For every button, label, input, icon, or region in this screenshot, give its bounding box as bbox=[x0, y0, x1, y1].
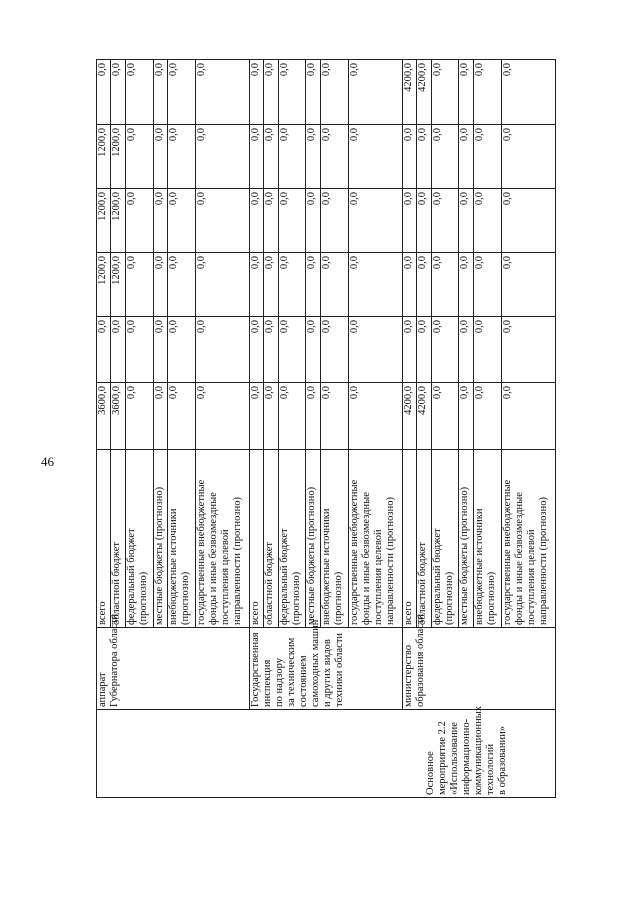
funding-value: 0,0 bbox=[459, 383, 473, 450]
funding-source bbox=[417, 450, 431, 628]
funding-value: 0,0 bbox=[320, 317, 348, 383]
cell-line: областной бюджет bbox=[111, 542, 123, 625]
rotated-page bbox=[96, 60, 556, 798]
funding-value: 0,0 bbox=[306, 189, 320, 253]
funding-value: 0,0 bbox=[320, 189, 348, 253]
funding-value: 0,0 bbox=[195, 383, 249, 450]
cell-line: направленности (прогнозно) bbox=[231, 497, 243, 625]
table-row bbox=[249, 60, 263, 798]
funding-value: 0,0 bbox=[459, 125, 473, 189]
funding-source bbox=[167, 450, 195, 628]
cell-line: областной бюджет bbox=[417, 542, 429, 625]
funding-value: 0,0 bbox=[473, 253, 501, 317]
funding-value: 1200,0 bbox=[97, 253, 111, 317]
cell-line: местные бюджеты (прогнозно) bbox=[153, 486, 165, 625]
cell-line: фонды и иные безвозмездные bbox=[207, 492, 219, 625]
cell-line: местные бюджеты (прогнозно) bbox=[306, 486, 318, 625]
funding-value: 3600,0 bbox=[111, 383, 125, 450]
funding-value: 1200,0 bbox=[111, 125, 125, 189]
funding-value: 0,0 bbox=[264, 125, 278, 189]
cell-line: всего bbox=[249, 601, 261, 625]
table-row bbox=[97, 60, 111, 798]
funding-source bbox=[111, 450, 125, 628]
funding-value: 0,0 bbox=[459, 60, 473, 125]
cell-line: состоянием bbox=[297, 655, 309, 707]
funding-value: 0,0 bbox=[167, 383, 195, 450]
funding-value: 0,0 bbox=[264, 253, 278, 317]
funding-value: 0,0 bbox=[167, 253, 195, 317]
funding-value: 0,0 bbox=[348, 253, 402, 317]
cell-line: всего bbox=[97, 601, 108, 625]
funding-value: 0,0 bbox=[348, 60, 402, 125]
funding-source bbox=[459, 450, 473, 628]
funding-source bbox=[264, 450, 278, 628]
funding-value: 0,0 bbox=[459, 253, 473, 317]
funding-value: 0,0 bbox=[402, 189, 416, 253]
funding-value: 0,0 bbox=[417, 317, 431, 383]
funding-value: 0,0 bbox=[167, 189, 195, 253]
cell-line: образования области bbox=[414, 613, 426, 707]
funding-value: 0,0 bbox=[153, 125, 167, 189]
funding-value: 0,0 bbox=[195, 253, 249, 317]
funding-value: 0,0 bbox=[125, 253, 153, 317]
funding-value: 0,0 bbox=[278, 253, 306, 317]
funding-value: 0,0 bbox=[402, 317, 416, 383]
funding-value: 0,0 bbox=[167, 125, 195, 189]
funding-value: 0,0 bbox=[97, 60, 111, 125]
funding-value: 0,0 bbox=[431, 60, 459, 125]
funding-source bbox=[473, 450, 501, 628]
executor-name bbox=[249, 619, 402, 710]
funding-value: 0,0 bbox=[249, 189, 263, 253]
cell-line: технологий bbox=[485, 743, 496, 795]
funding-value: 0,0 bbox=[153, 60, 167, 125]
funding-value: 0,0 bbox=[348, 317, 402, 383]
cell-line: фонды и иные безвозмездные bbox=[360, 492, 372, 625]
funding-source bbox=[125, 450, 153, 628]
cell-line: министерство bbox=[402, 644, 414, 707]
funding-value: 0,0 bbox=[473, 189, 501, 253]
funding-value: 0,0 bbox=[125, 383, 153, 450]
cell-line: фонды и иные безвозмездные bbox=[513, 492, 525, 625]
funding-value: 0,0 bbox=[249, 383, 263, 450]
cell-line: (прогнозно) bbox=[137, 571, 149, 625]
funding-value: 4200,0 bbox=[417, 60, 431, 125]
funding-value: 0,0 bbox=[320, 60, 348, 125]
funding-value: 0,0 bbox=[153, 383, 167, 450]
cell-line: поступления целевой bbox=[525, 529, 537, 625]
funding-value: 0,0 bbox=[431, 253, 459, 317]
cell-line: «Использование bbox=[449, 722, 460, 795]
cell-line: (прогнозно) bbox=[443, 571, 455, 625]
funding-value: 0,0 bbox=[264, 383, 278, 450]
funding-value: 0,0 bbox=[306, 253, 320, 317]
funding-value: 0,0 bbox=[125, 317, 153, 383]
funding-value: 0,0 bbox=[417, 253, 431, 317]
cell-line: инспекция bbox=[261, 659, 273, 707]
funding-value: 0,0 bbox=[306, 383, 320, 450]
funding-source bbox=[249, 450, 263, 628]
funding-value: 0,0 bbox=[264, 189, 278, 253]
funding-value: 0,0 bbox=[111, 317, 125, 383]
funding-value: 0,0 bbox=[501, 253, 556, 317]
funding-value: 0,0 bbox=[320, 125, 348, 189]
funding-value: 0,0 bbox=[195, 60, 249, 125]
funding-value: 0,0 bbox=[431, 317, 459, 383]
funding-value: 0,0 bbox=[306, 60, 320, 125]
funding-value: 0,0 bbox=[195, 317, 249, 383]
cell-line: самоходных машин bbox=[309, 619, 321, 707]
cell-line: внебюджетные источники bbox=[320, 508, 332, 625]
cell-line: федеральный бюджет bbox=[278, 528, 290, 625]
cell-line: федеральный бюджет bbox=[125, 528, 137, 625]
funding-value: 0,0 bbox=[249, 60, 263, 125]
funding-value: 0,0 bbox=[417, 189, 431, 253]
cell-line: Губернатора области bbox=[109, 613, 120, 707]
funding-value: 0,0 bbox=[473, 317, 501, 383]
funding-value: 0,0 bbox=[320, 383, 348, 450]
cell-line: (прогнозно) bbox=[179, 571, 191, 625]
cell-line: в образовании» bbox=[497, 725, 508, 795]
page-number: 46 bbox=[41, 454, 54, 469]
cell-line: Основное bbox=[425, 751, 436, 795]
funding-value: 0,0 bbox=[501, 60, 556, 125]
funding-value: 0,0 bbox=[278, 189, 306, 253]
cell-line: за техническим bbox=[285, 637, 297, 707]
funding-value: 0,0 bbox=[431, 125, 459, 189]
funding-value: 0,0 bbox=[431, 189, 459, 253]
funding-value: 0,0 bbox=[167, 317, 195, 383]
cell-line: (прогнозно) bbox=[290, 571, 302, 625]
funding-value: 4200,0 bbox=[402, 383, 416, 450]
funding-source bbox=[320, 450, 348, 628]
funding-value: 0,0 bbox=[402, 253, 416, 317]
cell-line: коммуникационных bbox=[473, 705, 484, 795]
funding-value: 0,0 bbox=[97, 317, 111, 383]
funding-value: 0,0 bbox=[153, 189, 167, 253]
funding-value: 0,0 bbox=[278, 317, 306, 383]
cell-line: информационно- bbox=[461, 718, 472, 795]
funding-value: 0,0 bbox=[473, 125, 501, 189]
funding-value: 0,0 bbox=[264, 317, 278, 383]
funding-value: 0,0 bbox=[402, 125, 416, 189]
funding-value: 0,0 bbox=[501, 189, 556, 253]
funding-value: 4200,0 bbox=[417, 383, 431, 450]
cell-line: областной бюджет bbox=[264, 542, 276, 625]
cell-line: поступления целевой bbox=[219, 529, 231, 625]
cell-line: государственные внебюджетные bbox=[348, 479, 360, 625]
cell-line: государственные внебюджетные bbox=[501, 479, 513, 625]
funding-value: 1200,0 bbox=[97, 125, 111, 189]
funding-value: 0,0 bbox=[306, 125, 320, 189]
funding-value: 1200,0 bbox=[111, 253, 125, 317]
funding-value: 0,0 bbox=[167, 60, 195, 125]
cell-line: (прогнозно) bbox=[332, 571, 344, 625]
funding-source bbox=[97, 450, 111, 628]
cell-line: мероприятие 2.2 bbox=[437, 721, 448, 795]
funding-source bbox=[195, 450, 249, 628]
funding-value: 0,0 bbox=[249, 125, 263, 189]
cell-line: направленности (прогнозно) bbox=[537, 497, 549, 625]
funding-value: 0,0 bbox=[111, 60, 125, 125]
funding-value: 0,0 bbox=[195, 125, 249, 189]
funding-value: 1200,0 bbox=[111, 189, 125, 253]
funding-value: 0,0 bbox=[459, 317, 473, 383]
funding-value: 0,0 bbox=[501, 125, 556, 189]
cell-line: техники области bbox=[333, 632, 345, 707]
funding-value: 0,0 bbox=[153, 253, 167, 317]
funding-value: 0,0 bbox=[348, 383, 402, 450]
cell-line: всего bbox=[402, 601, 414, 625]
funding-value: 0,0 bbox=[348, 125, 402, 189]
funding-source bbox=[153, 450, 167, 628]
cell-line: аппарат bbox=[97, 672, 108, 707]
cell-line: (прогнозно) bbox=[485, 571, 497, 625]
cell-line: внебюджетные источники bbox=[167, 508, 179, 625]
funding-value: 0,0 bbox=[501, 317, 556, 383]
funding-value: 0,0 bbox=[459, 189, 473, 253]
funding-value: 0,0 bbox=[348, 189, 402, 253]
funding-value: 0,0 bbox=[264, 60, 278, 125]
funding-value: 0,0 bbox=[473, 383, 501, 450]
cell-line: внебюджетные источники bbox=[473, 508, 485, 625]
funding-value: 0,0 bbox=[278, 60, 306, 125]
funding-value: 0,0 bbox=[195, 189, 249, 253]
funding-source bbox=[402, 450, 416, 628]
funding-value: 0,0 bbox=[249, 317, 263, 383]
funding-value: 0,0 bbox=[417, 125, 431, 189]
funding-value: 0,0 bbox=[431, 383, 459, 450]
funding-value: 0,0 bbox=[501, 383, 556, 450]
funding-value: 0,0 bbox=[320, 253, 348, 317]
funding-source bbox=[501, 450, 556, 628]
funding-table bbox=[96, 59, 556, 798]
cell-line: местные бюджеты (прогнозно) bbox=[459, 486, 471, 625]
funding-source bbox=[278, 450, 306, 628]
funding-value: 0,0 bbox=[153, 317, 167, 383]
cell-line: поступления целевой bbox=[372, 529, 384, 625]
funding-source bbox=[348, 450, 402, 628]
cell-line: и других видов bbox=[321, 639, 333, 707]
funding-value: 0,0 bbox=[473, 60, 501, 125]
funding-source bbox=[431, 450, 459, 628]
funding-value: 0,0 bbox=[278, 125, 306, 189]
funding-value: 3600,0 bbox=[97, 383, 111, 450]
table-row bbox=[402, 60, 416, 798]
funding-value: 0,0 bbox=[278, 383, 306, 450]
cell-line: государственные внебюджетные bbox=[195, 479, 207, 625]
funding-value: 1200,0 bbox=[97, 189, 111, 253]
funding-value: 0,0 bbox=[125, 60, 153, 125]
funding-value: 4200,0 bbox=[402, 60, 416, 125]
cell-line: направленности (прогнозно) bbox=[384, 497, 396, 625]
cell-line: федеральный бюджет bbox=[431, 528, 443, 625]
cell-line: Государственная bbox=[249, 632, 261, 707]
activity-label bbox=[97, 705, 556, 798]
funding-value: 0,0 bbox=[125, 125, 153, 189]
funding-source bbox=[306, 450, 320, 628]
funding-value: 0,0 bbox=[249, 253, 263, 317]
funding-value: 0,0 bbox=[306, 317, 320, 383]
cell-line: по надзору bbox=[273, 658, 285, 707]
funding-value: 0,0 bbox=[125, 189, 153, 253]
